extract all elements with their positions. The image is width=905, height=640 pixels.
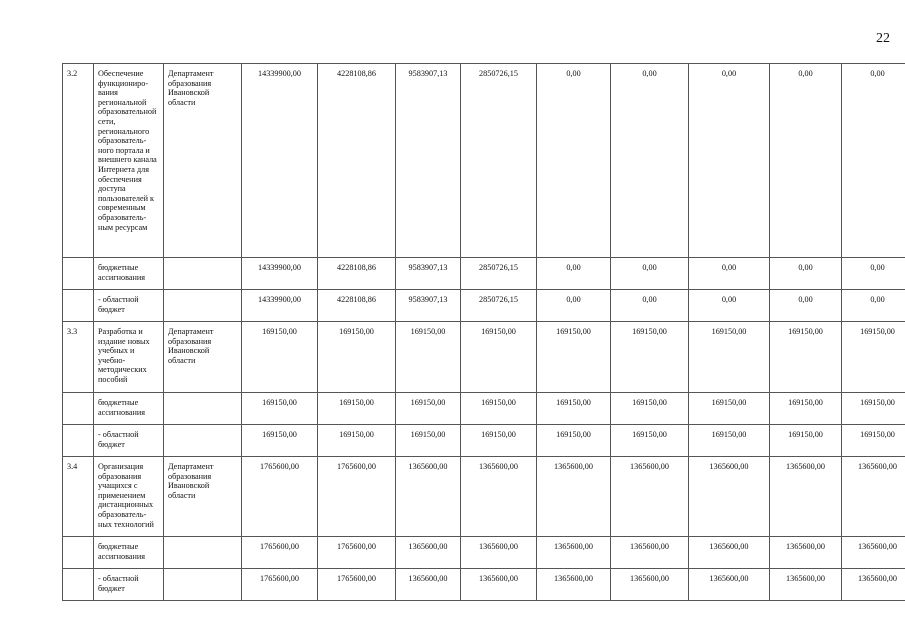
funding-source-cell: бюджетные ассигнования bbox=[94, 258, 164, 290]
amount-cell: 169150,00 bbox=[842, 425, 905, 457]
responsible-executor-cell bbox=[164, 258, 242, 290]
activity-name-cell: Разработка и издание новых учебных и учебно-методических пособий bbox=[94, 322, 164, 393]
amount-cell: 14339900,00 bbox=[242, 258, 318, 290]
amount-cell: 169150,00 bbox=[770, 425, 842, 457]
amount-cell: 1365600,00 bbox=[611, 569, 689, 601]
amount-cell: 2850726,15 bbox=[461, 258, 537, 290]
amount-cell: 1765600,00 bbox=[242, 537, 318, 569]
row-index-cell: 3.3 bbox=[63, 322, 94, 393]
funding-source-cell: - областной бюджет bbox=[94, 290, 164, 322]
amount-cell: 169150,00 bbox=[318, 322, 396, 393]
amount-cell: 169150,00 bbox=[461, 425, 537, 457]
amount-cell: 1365600,00 bbox=[611, 457, 689, 537]
amount-cell: 2850726,15 bbox=[461, 64, 537, 258]
amount-cell: 169150,00 bbox=[461, 393, 537, 425]
responsible-executor-cell: Департамент образования Ивановской области bbox=[164, 457, 242, 537]
amount-cell: 169150,00 bbox=[242, 393, 318, 425]
amount-cell: 0,00 bbox=[770, 290, 842, 322]
amount-cell: 14339900,00 bbox=[242, 64, 318, 258]
row-index-cell bbox=[63, 537, 94, 569]
amount-cell: 0,00 bbox=[537, 290, 611, 322]
responsible-executor-cell bbox=[164, 537, 242, 569]
table-row-activity bbox=[63, 322, 905, 393]
row-index-cell: 3.4 bbox=[63, 457, 94, 537]
amount-cell: 1365600,00 bbox=[689, 569, 770, 601]
responsible-executor-cell bbox=[164, 393, 242, 425]
amount-cell: 169150,00 bbox=[242, 322, 318, 393]
amount-cell: 9583907,13 bbox=[396, 290, 461, 322]
amount-cell: 169150,00 bbox=[611, 322, 689, 393]
amount-cell: 1365600,00 bbox=[461, 457, 537, 537]
responsible-executor-cell bbox=[164, 425, 242, 457]
amount-cell: 1365600,00 bbox=[537, 537, 611, 569]
funding-source-cell: - областной бюджет bbox=[94, 425, 164, 457]
amount-cell: 169150,00 bbox=[689, 393, 770, 425]
amount-cell: 0,00 bbox=[689, 258, 770, 290]
table-row-funding bbox=[63, 290, 905, 322]
amount-cell: 169150,00 bbox=[689, 322, 770, 393]
amount-cell: 14339900,00 bbox=[242, 290, 318, 322]
amount-cell: 1765600,00 bbox=[318, 569, 396, 601]
amount-cell: 0,00 bbox=[611, 64, 689, 258]
amount-cell: 0,00 bbox=[842, 64, 905, 258]
amount-cell: 9583907,13 bbox=[396, 258, 461, 290]
activity-name-cell: Обеспечение функциониро-вания региональной образовательной сети, регионального образователь-ного портала и внешнего канала Интернета для обеспечения доступа пользователей к современным образователь-ным ресурсам bbox=[94, 64, 164, 258]
table-row-activity bbox=[63, 457, 905, 537]
row-index-cell bbox=[63, 393, 94, 425]
table-row-funding bbox=[63, 537, 905, 569]
amount-cell: 169150,00 bbox=[461, 322, 537, 393]
amount-cell: 169150,00 bbox=[242, 425, 318, 457]
amount-cell: 1765600,00 bbox=[318, 457, 396, 537]
amount-cell: 0,00 bbox=[842, 258, 905, 290]
amount-cell: 1365600,00 bbox=[770, 569, 842, 601]
amount-cell: 1765600,00 bbox=[318, 537, 396, 569]
row-index-cell: 3.2 bbox=[63, 64, 94, 258]
amount-cell: 169150,00 bbox=[842, 393, 905, 425]
amount-cell: 4228108,86 bbox=[318, 258, 396, 290]
amount-cell: 1365600,00 bbox=[396, 569, 461, 601]
amount-cell: 169150,00 bbox=[770, 322, 842, 393]
responsible-executor-cell bbox=[164, 290, 242, 322]
amount-cell: 0,00 bbox=[537, 258, 611, 290]
amount-cell: 1765600,00 bbox=[242, 569, 318, 601]
amount-cell: 1365600,00 bbox=[842, 537, 905, 569]
amount-cell: 1365600,00 bbox=[689, 457, 770, 537]
amount-cell: 1365600,00 bbox=[842, 569, 905, 601]
amount-cell: 1365600,00 bbox=[842, 457, 905, 537]
amount-cell: 0,00 bbox=[611, 290, 689, 322]
amount-cell: 0,00 bbox=[611, 258, 689, 290]
amount-cell: 0,00 bbox=[842, 290, 905, 322]
amount-cell: 169150,00 bbox=[396, 322, 461, 393]
amount-cell: 1365600,00 bbox=[461, 537, 537, 569]
amount-cell: 1365600,00 bbox=[461, 569, 537, 601]
funding-source-cell: бюджетные ассигнования bbox=[94, 393, 164, 425]
responsible-executor-cell: Департамент образования Ивановской области bbox=[164, 322, 242, 393]
table-row-funding bbox=[63, 258, 905, 290]
amount-cell: 0,00 bbox=[770, 258, 842, 290]
row-index-cell bbox=[63, 569, 94, 601]
amount-cell: 169150,00 bbox=[396, 425, 461, 457]
amount-cell: 169150,00 bbox=[396, 393, 461, 425]
responsible-executor-cell bbox=[164, 569, 242, 601]
amount-cell: 1765600,00 bbox=[242, 457, 318, 537]
budget-table bbox=[62, 63, 905, 601]
row-index-cell bbox=[63, 290, 94, 322]
amount-cell: 0,00 bbox=[689, 64, 770, 258]
amount-cell: 2850726,15 bbox=[461, 290, 537, 322]
amount-cell: 0,00 bbox=[770, 64, 842, 258]
amount-cell: 1365600,00 bbox=[770, 537, 842, 569]
funding-source-cell: - областной бюджет bbox=[94, 569, 164, 601]
amount-cell: 169150,00 bbox=[689, 425, 770, 457]
row-index-cell bbox=[63, 425, 94, 457]
amount-cell: 169150,00 bbox=[318, 425, 396, 457]
amount-cell: 1365600,00 bbox=[689, 537, 770, 569]
amount-cell: 169150,00 bbox=[537, 322, 611, 393]
page-number: 22 bbox=[876, 31, 890, 46]
amount-cell: 1365600,00 bbox=[770, 457, 842, 537]
amount-cell: 0,00 bbox=[689, 290, 770, 322]
funding-source-cell: бюджетные ассигнования bbox=[94, 537, 164, 569]
amount-cell: 169150,00 bbox=[537, 393, 611, 425]
activity-name-cell: Организация образования учащихся с применением дистанционных образователь-ных технологий bbox=[94, 457, 164, 537]
table-row-funding bbox=[63, 425, 905, 457]
amount-cell: 169150,00 bbox=[842, 322, 905, 393]
row-index-cell bbox=[63, 258, 94, 290]
amount-cell: 169150,00 bbox=[537, 425, 611, 457]
amount-cell: 169150,00 bbox=[611, 393, 689, 425]
responsible-executor-cell: Департамент образования Ивановской области bbox=[164, 64, 242, 258]
amount-cell: 1365600,00 bbox=[537, 569, 611, 601]
amount-cell: 1365600,00 bbox=[537, 457, 611, 537]
amount-cell: 1365600,00 bbox=[611, 537, 689, 569]
amount-cell: 1365600,00 bbox=[396, 457, 461, 537]
amount-cell: 4228108,86 bbox=[318, 290, 396, 322]
table-row-funding bbox=[63, 393, 905, 425]
amount-cell: 1365600,00 bbox=[396, 537, 461, 569]
amount-cell: 169150,00 bbox=[770, 393, 842, 425]
amount-cell: 169150,00 bbox=[318, 393, 396, 425]
amount-cell: 4228108,86 bbox=[318, 64, 396, 258]
amount-cell: 0,00 bbox=[537, 64, 611, 258]
amount-cell: 9583907,13 bbox=[396, 64, 461, 258]
table-row-activity bbox=[63, 64, 905, 258]
table-row-funding bbox=[63, 569, 905, 601]
amount-cell: 169150,00 bbox=[611, 425, 689, 457]
